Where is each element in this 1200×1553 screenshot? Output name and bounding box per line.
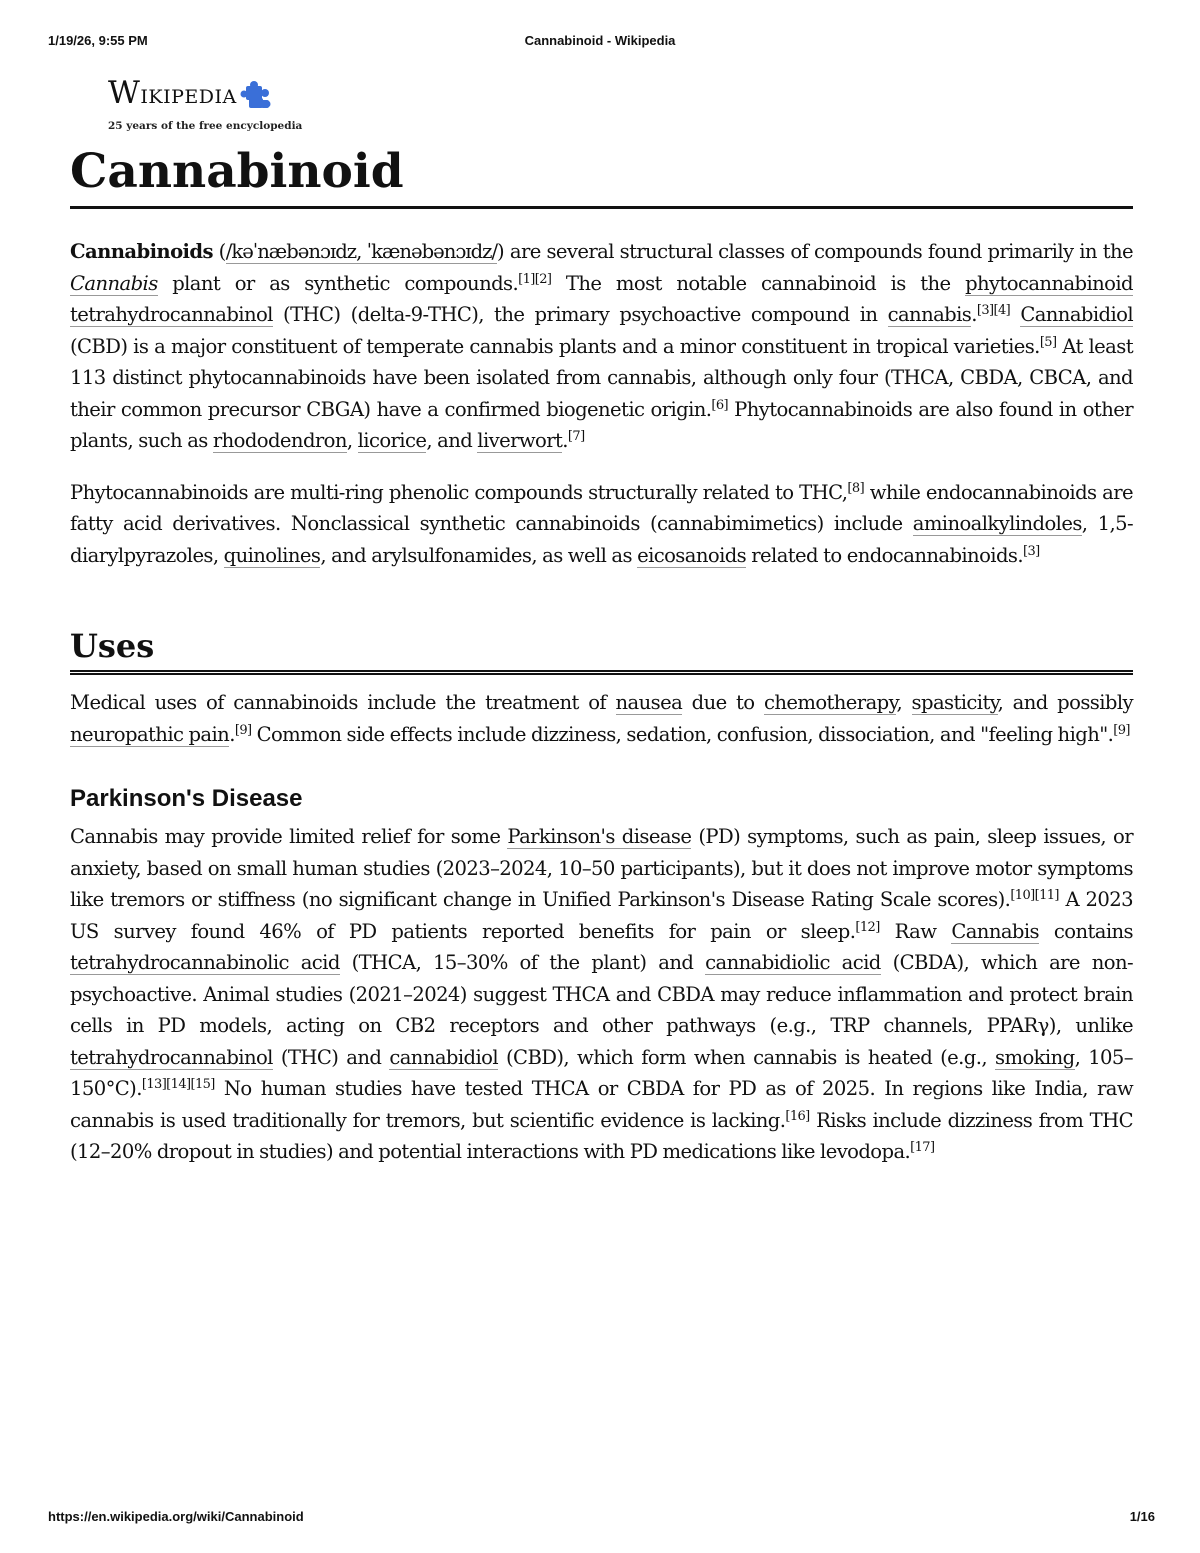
ref-link[interactable]: [15] bbox=[190, 1077, 215, 1092]
link-cannabis-genus[interactable] bbox=[70, 272, 158, 296]
ref-link[interactable]: [2] bbox=[534, 271, 552, 287]
lead-term: Cannabinoids bbox=[70, 240, 213, 263]
logo-wordmark: Wikipedia bbox=[108, 75, 237, 111]
ref-link[interactable]: [14] bbox=[166, 1077, 191, 1092]
section-heading-uses: Uses bbox=[70, 626, 1133, 675]
text: while endocannabinoids are fatty acid derivatives. Nonclassical synthetic cannabinoids (cannabimimetics) include bbox=[70, 480, 1133, 535]
text: Raw bbox=[879, 919, 952, 943]
text: , 105–150°C). bbox=[70, 1045, 1133, 1100]
article-content bbox=[70, 140, 1133, 1168]
link-cannabidiol-2[interactable]: cannabidiol bbox=[389, 1045, 499, 1069]
ref-link[interactable]: [7] bbox=[567, 429, 585, 444]
ref-link[interactable]: [9] bbox=[1113, 722, 1130, 738]
text: At least 113 distinct phytocannabinoids have been isolated from cannabis, although only four (THCA, CBDA, CBCA, and their common precursor CBGA) have a confirmed biogenetic origin. bbox=[70, 334, 1133, 421]
logo-tagline: 25 years of the free encyclopedia bbox=[108, 120, 303, 132]
text: Medical uses of cannabinoids include the treatment of bbox=[70, 691, 616, 714]
link-cannabidiol[interactable]: Cannabidiol bbox=[1020, 303, 1133, 326]
link-cannabis[interactable]: cannabis bbox=[887, 303, 972, 326]
ref-link[interactable]: [11] bbox=[1034, 888, 1059, 903]
text: contains bbox=[1039, 919, 1133, 943]
ref-link[interactable]: [5] bbox=[1039, 334, 1057, 350]
uses-paragraph: Medical uses of cannabinoids include the treatment of nausea due to chemotherapy, spasticity, and possibly neuropathic pain.[9] Common side effects include dizziness, sedation, confusion, dissociation, and "feeling high".[9] bbox=[70, 691, 1133, 746]
print-header bbox=[40, 33, 1160, 49]
text: , and possibly bbox=[997, 691, 1133, 714]
print-footer bbox=[40, 1509, 1160, 1525]
ref-link[interactable]: [13] bbox=[141, 1077, 167, 1092]
text: , and arylsulfonamides, as well as bbox=[320, 543, 638, 567]
ref-link[interactable]: [3] bbox=[976, 303, 994, 318]
link-smoking[interactable]: smoking bbox=[995, 1045, 1075, 1069]
text: (THC) and bbox=[272, 1045, 390, 1069]
link-chemotherapy[interactable]: chemotherapy bbox=[763, 691, 897, 714]
link-liverwort[interactable]: liverwort bbox=[477, 429, 563, 452]
page-title: Cannabinoid bbox=[70, 140, 1133, 209]
print-page-title: Cannabinoid - Wikipedia bbox=[524, 33, 676, 48]
wikipedia-logo[interactable] bbox=[108, 76, 368, 136]
text: Risks include dizziness from THC (12–20% dropout in studies) and potential interactions with PD medications like levodopa. bbox=[70, 1108, 1133, 1163]
link-tetrahydrocannabinol[interactable]: tetrahydrocannabinol bbox=[70, 303, 273, 326]
print-url: https://en.wikipedia.org/wiki/Cannabinoid bbox=[48, 1509, 304, 1524]
text: , and bbox=[426, 429, 478, 452]
link-phytocannabinoid[interactable]: phytocannabinoid bbox=[965, 271, 1133, 295]
ref-link[interactable]: [10] bbox=[1010, 888, 1035, 903]
intro-paragraph-1: Cannabinoids (/kəˈnæbənɔɪdz, ˈkænəbənɔɪdz/) are several structural classes of compounds found primarily in the Cannabis plant or as synthetic compounds.[1][2] The most notable cannabinoid is the phytocannabinoid tetrahydrocannabinol (THC) (delta-9-THC), the primary psychoactive compound in cannabis.[3][4] Cannabidiol (CBD) is a major constituent of temperate cannabis plants and a minor constituent in tropical varieties.[5] At least 113 distinct phytocannabinoids have been isolated from cannabis, although only four (THCA, CBDA, CBCA, and their common precursor CBGA) have a confirmed biogenetic origin.[6] Phytocannabinoids are also found in other plants, such as rhododendron, licorice, and liverwort.[7] bbox=[70, 240, 1133, 452]
link-parkinsons-disease[interactable]: Parkinson's disease bbox=[507, 825, 692, 848]
print-date: 1/19/26, 9:55 PM bbox=[48, 33, 148, 48]
text: ( bbox=[212, 240, 226, 263]
italic-text: Cannabis bbox=[70, 271, 158, 295]
link-eicosanoids[interactable]: eicosanoids bbox=[637, 543, 747, 567]
text: Common side effects include dizziness, sedation, confusion, dissociation, and "feeling high". bbox=[251, 722, 1114, 746]
link-thca[interactable]: tetrahydrocannabinolic acid bbox=[70, 951, 340, 974]
ref-link[interactable]: [3] bbox=[1022, 543, 1040, 559]
text: ) are several structural classes of compounds found primarily in the bbox=[497, 240, 1133, 263]
print-page-number: 1/16 bbox=[1129, 1509, 1155, 1524]
text: plant or as synthetic compounds. bbox=[157, 271, 519, 295]
link-cbda[interactable]: cannabidiolic acid bbox=[705, 951, 881, 974]
ref-link[interactable]: [17] bbox=[910, 1140, 935, 1155]
link-cannabis-raw[interactable]: Cannabis bbox=[951, 919, 1039, 943]
text: Phytocannabinoids are also found in other plants, such as bbox=[70, 397, 1133, 452]
ref-link[interactable]: [9] bbox=[234, 722, 252, 738]
ref-link[interactable]: [4] bbox=[993, 303, 1011, 318]
link-spasticity[interactable]: spasticity bbox=[911, 691, 998, 714]
text: (CBD) is a major constituent of temperate cannabis plants and a minor constituent in tropical varieties. bbox=[70, 334, 1040, 358]
puzzle-globe-icon bbox=[239, 80, 275, 116]
text: (THC) (delta-9-THC), the primary psychoactive compound in bbox=[272, 303, 888, 326]
link-quinolines[interactable]: quinolines bbox=[223, 543, 321, 567]
text: , 1,5-diarylpyrazoles, bbox=[70, 512, 1133, 567]
text: (PD) symptoms, such as pain, sleep issues, or anxiety, based on small human studies (2023–2024, 10–50 participants), but it does not improve motor symptoms like tremors or stiffness (no significant change in Unified Parkinson's Disease Rating Scale scores). bbox=[70, 825, 1133, 911]
text: due to bbox=[682, 691, 764, 714]
ref-link[interactable]: [8] bbox=[847, 480, 865, 496]
text: (CBD), which form when cannabis is heated (e.g., bbox=[498, 1045, 996, 1069]
text: (THCA, 15–30% of the plant) and bbox=[339, 951, 706, 974]
ref-link[interactable]: [16] bbox=[785, 1108, 810, 1124]
text: related to endocannabinoids. bbox=[746, 543, 1023, 567]
text: (CBDA), which are non-psychoactive. Animal studies (2021–2024) suggest THCA and CBDA may reduce inflammation and protect brain cells in PD models, acting on CB2 receptors and other pathways (e.g., TRP channels, PPARγ), unlike bbox=[70, 951, 1134, 1037]
text: The most notable cannabinoid is the bbox=[551, 271, 966, 295]
link-neuropathic-pain[interactable]: neuropathic pain bbox=[70, 722, 230, 746]
intro-paragraph-2 bbox=[70, 477, 1133, 572]
parkinsons-paragraph bbox=[70, 821, 1133, 1168]
text: Phytocannabinoids are multi-ring phenolic compounds structurally related to THC, bbox=[70, 480, 848, 504]
text: Cannabis may provide limited relief for some bbox=[70, 825, 508, 848]
text: A 2023 US survey found 46% of PD patients reported benefits for pain or sleep. bbox=[70, 888, 1133, 943]
text: . bbox=[971, 303, 977, 326]
link-tetrahydrocannabinol-2[interactable]: tetrahydrocannabinol bbox=[70, 1045, 273, 1069]
link-licorice[interactable]: licorice bbox=[357, 429, 427, 452]
link-nausea[interactable]: nausea bbox=[615, 691, 683, 714]
text: No human studies have tested THCA or CBDA for PD as of 2025. In regions like India, raw cannabis is used traditionally for tremors, but scientific evidence is lacking. bbox=[70, 1077, 1133, 1132]
ipa-pronunciation-link[interactable]: /kəˈnæbənɔɪdz, ˈkænəbənɔɪdz/ bbox=[225, 240, 498, 263]
subsection-heading-parkinsons: Parkinson's Disease bbox=[70, 785, 303, 812]
ref-link[interactable]: [1] bbox=[518, 271, 535, 287]
link-aminoalkylindoles[interactable]: aminoalkylindoles bbox=[912, 512, 1082, 535]
ref-link[interactable]: [6] bbox=[711, 397, 729, 413]
link-rhododendron[interactable]: rhododendron bbox=[212, 429, 347, 452]
ref-link[interactable]: [12] bbox=[855, 919, 880, 935]
